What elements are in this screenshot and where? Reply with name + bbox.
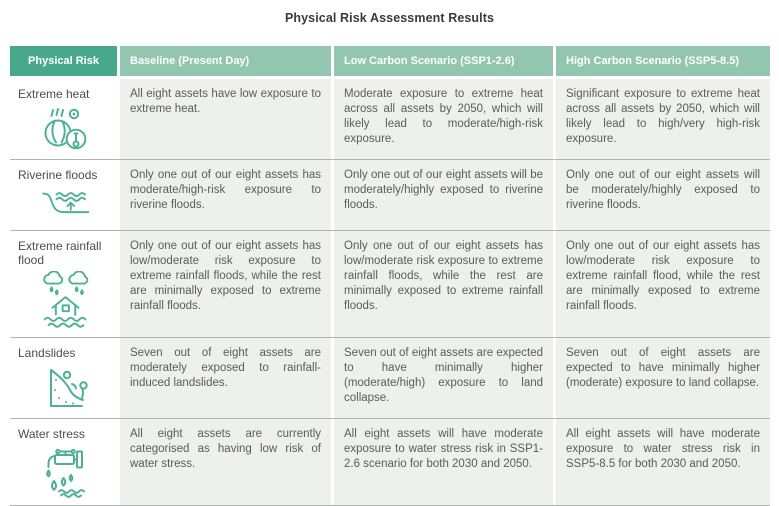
risk-label: Riverine floods [18,168,98,182]
table-row-extreme-rainfall-flood [10,231,770,338]
risk-label: Landslides [18,346,76,360]
risk-label: Water stress [18,427,85,441]
high-carbon-cell: Seven out of eight assets are expected to have minimally higher (moderate) exposure to land collapse. [556,338,770,418]
header-baseline: Baseline (Present Day) [120,46,331,76]
water-stress-icon [18,445,113,499]
risk-cell [10,79,117,159]
header-low-carbon: Low Carbon Scenario (SSP1-2.6) [334,46,553,76]
risk-label: Extreme heat [18,87,90,101]
header-physical-risk: Physical Risk [10,46,117,76]
extreme-heat-icon [18,105,113,153]
low-carbon-cell: All eight assets will have moderate exposure to water stress risk in SSP1-2.6 scenario for both 2030 and 2050. [334,419,553,505]
physical-risk-table [10,46,770,506]
high-carbon-cell: All eight assets will have moderate exposure to water stress risk in SSP5-8.5 for both 2030 and 2050. [556,419,770,505]
risk-cell [10,231,117,337]
risk-cell [10,419,117,505]
page-title: Physical Risk Assessment Results [284,11,495,25]
risk-cell [10,338,117,418]
baseline-cell: All eight assets are currently categorised as having low risk of water stress. [120,419,331,505]
high-carbon-cell: Only one out of our eight assets will be moderately/highly exposed to riverine floods. [556,160,770,230]
riverine-flood-icon [18,186,113,224]
table-row-extreme-heat [10,79,770,160]
baseline-cell: Seven out of eight assets are moderately exposed to rainfall-induced landslides. [120,338,331,418]
high-carbon-cell: Significant exposure to extreme heat across all assets by 2050, which will likely lead to high/very high-risk exposure. [556,79,770,159]
table-row-riverine-floods [10,160,770,231]
rainfall-flood-icon [18,271,113,331]
risk-cell [10,160,117,230]
baseline-cell: All eight assets have low exposure to extreme heat. [120,79,331,159]
landslide-icon [18,364,113,410]
header-high-carbon: High Carbon Scenario (SSP5-8.5) [556,46,770,76]
low-carbon-cell: Only one out of our eight assets will be moderately/highly exposed to riverine floods. [334,160,553,230]
baseline-cell: Only one out of our eight assets has low/moderate risk exposure to extreme rainfall floods, while the rest are minimally exposed to extreme rainfall floods. [120,231,331,337]
high-carbon-cell: Only one out of our eight assets has low/moderate risk exposure to extreme rainfall flood, while the rest are minimally exposed to extreme rainfall floods. [556,231,770,337]
risk-label: Extreme rainfall flood [18,239,102,267]
low-carbon-cell: Moderate exposure to extreme heat across all assets by 2050, which will likely lead to moderate/high-risk exposure. [334,79,553,159]
table-row-landslides [10,338,770,419]
table-row-water-stress [10,419,770,506]
baseline-cell: Only one out of our eight assets has moderate/high-risk exposure to riverine floods. [120,160,331,230]
table-header-row [10,46,770,76]
low-carbon-cell: Seven out of eight assets are expected to have minimally higher (moderate/high) exposure to land collapse. [334,338,553,418]
low-carbon-cell: Only one out of our eight assets has low/moderate risk exposure to extreme rainfall floods, while the rest are minimally exposed to extreme rainfall floods. [334,231,553,337]
